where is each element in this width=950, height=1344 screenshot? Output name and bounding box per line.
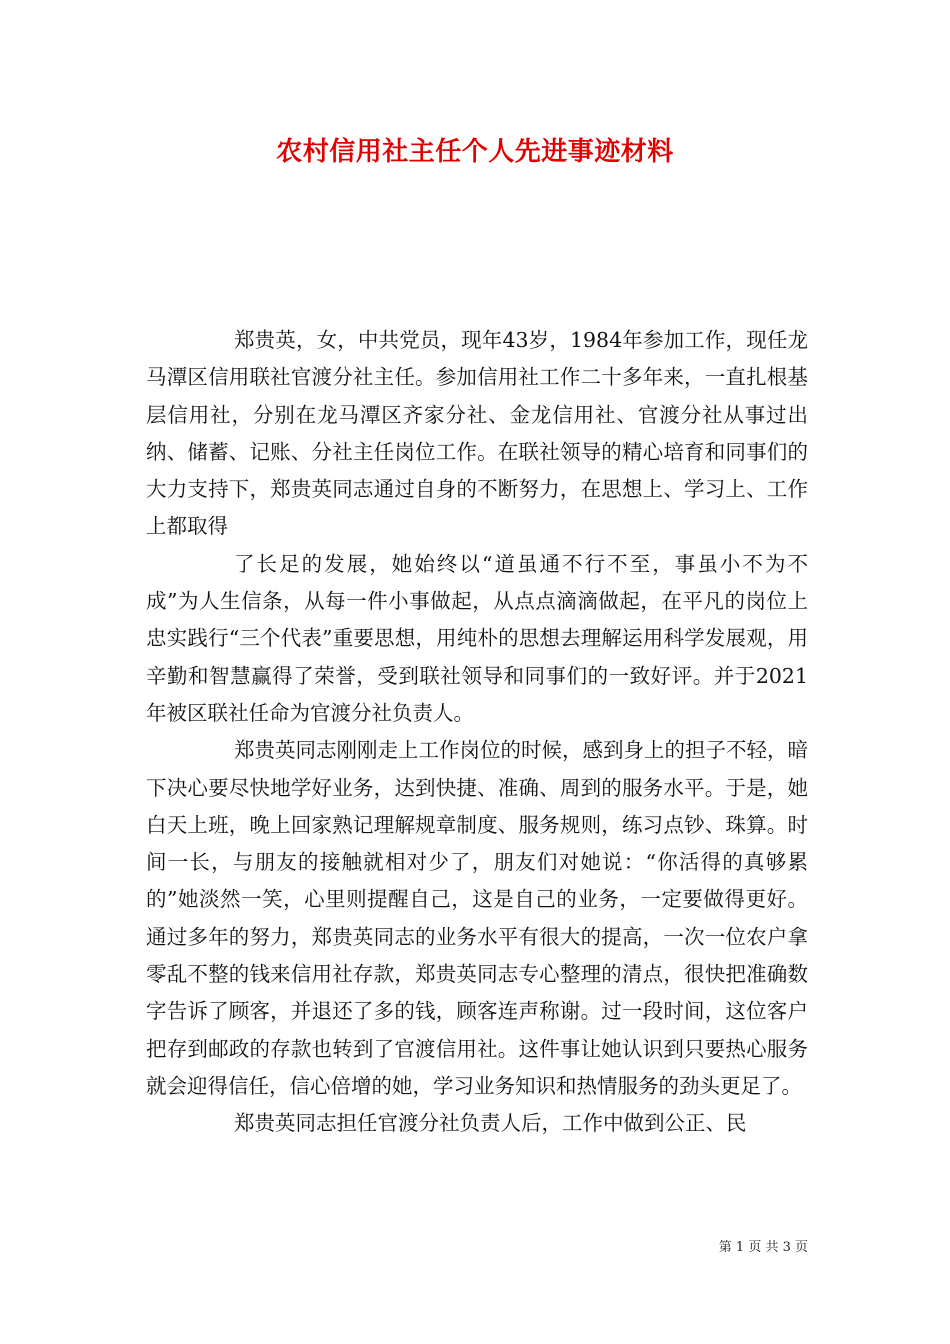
paragraph-2: 了长足的发展，她始终以“道虽通不行不至，事虽小不为不成”为人生信条，从每一件小事做起，从点点滴滴做起，在平凡的岗位上忠实践行“三个代表”重要思想，用纯朴的思想去理解运用科学发展观，用辛勤和智慧赢得了荣誉，受到联社领导和同事们的一致好评。并于2021年被区联社任命为官渡分社负责人。 (146, 551, 808, 725)
paragraph-1: 郑贵英，女，中共党员，现年43岁，1984年参加工作，现任龙马潭区信用联社官渡分社主任。参加信用社工作二十多年来，一直扎根基层信用社，分别在龙马潭区齐家分社、金龙信用社、官渡分社从事过出纳、储蓄、记账、分社主任岗位工作。在联社领导的精心培育和同事们的大力支持下，郑贵英同志通过自身的不断努力，在思想上、学习上、工作上都取得 (146, 328, 808, 539)
paragraph-3: 郑贵英同志刚刚走上工作岗位的时候，感到身上的担子不轻，暗下决心要尽快地学好业务，达到快捷、准确、周到的服务水平。于是，她白天上班，晚上回家熟记理解规章制度、服务规则，练习点钞、珠算。时间一长，与朋友的接触就相对少了，朋友们对她说：“你活得的真够累的”她淡然一笑，心里则提醒自己，这是自己的业务，一定要做得更好。通过多年的努力，郑贵英同志的业务水平有很大的提高，一次一位农户拿零乱不整的钱来信用社存款，郑贵英同志专心整理的清点，很快把准确数字告诉了顾客，并退还了多的钱，顾客连声称谢。过一段时间，这位客户把存到邮政的存款也转到了官渡信用社。这件事让她认识到只要热心服务就会迎得信任，信心倍增的她，学习业务知识和热情服务的劲头更足了。 (146, 738, 808, 1098)
document-body (146, 322, 808, 1143)
paragraph-4: 郑贵英同志担任官渡分社负责人后，工作中做到公正、民 (234, 1111, 747, 1136)
page-number-footer: 第 1 页 共 3 页 (718, 1240, 808, 1255)
document-title: 农村信用社主任个人先进事迹材料 (276, 137, 674, 167)
